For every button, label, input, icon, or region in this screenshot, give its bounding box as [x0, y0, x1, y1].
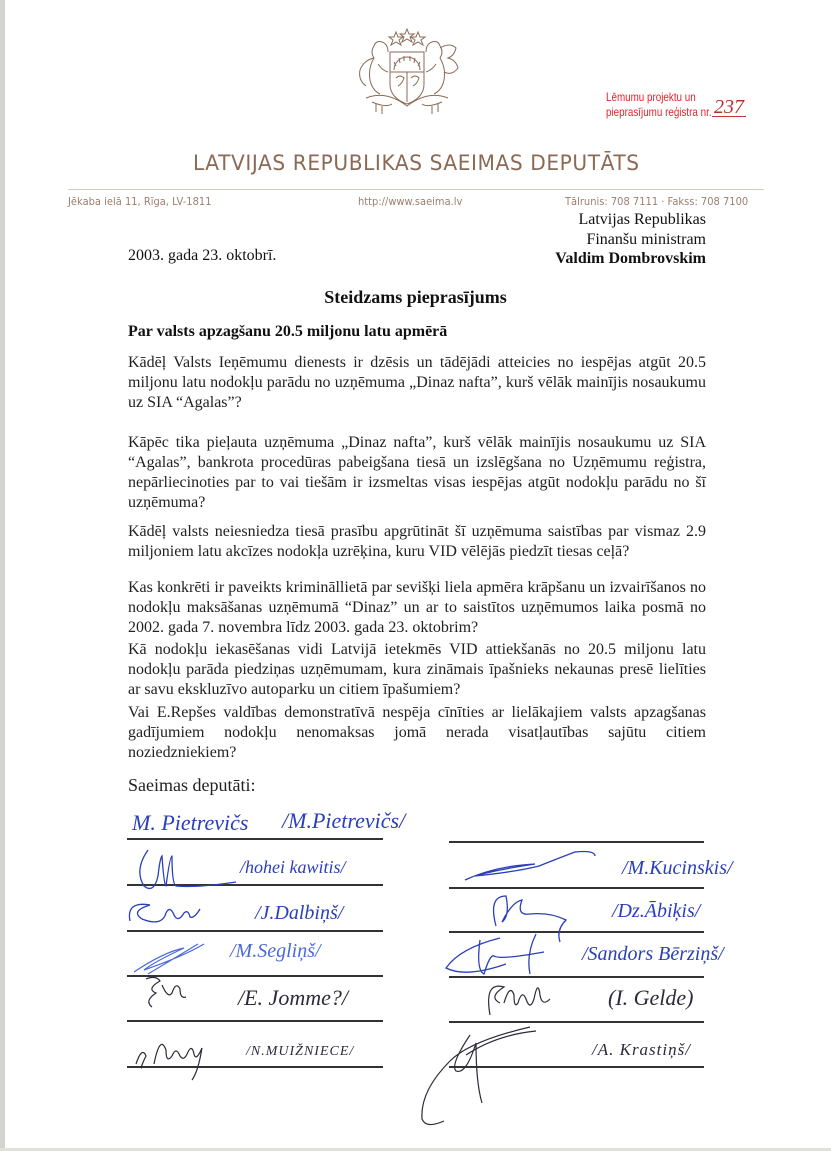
registry-stamp: [606, 90, 712, 120]
recipient-line2: Finanšu ministram: [586, 230, 706, 248]
printed-name: /M.Pietrevičs/: [282, 808, 406, 833]
printed-name: /E. Jomme?/: [238, 985, 348, 1010]
registry-number: 237: [714, 96, 744, 118]
signatories-label: Saeimas deputāti:: [128, 775, 256, 795]
coat-of-arms-icon: [352, 28, 462, 116]
signature-line: [127, 1020, 383, 1022]
scan-edge: [0, 0, 5, 1151]
question-paragraph: Kāpēc tika pieļauta uzņēmuma „Dinaz nafta”, kurš vēlāk mainījis nosaukumu uz SIA “Agalas”, bankrota procedūras pabeigšana tiesā un izslēgšana no Uzņēmumu reģistra, nepārliecinoties par to vai tiešām ir izsmeltas visas iespējas atgūt nodokļu parādu no šī uzņēmuma?: [128, 434, 706, 511]
letterhead-address: Jēkaba ielā 11, Rīga, LV-1811: [68, 195, 212, 208]
question-paragraph: Kā nodokļu iekasēšanas vidi Latvijā ietekmēs VID attiekšanās no 20.5 miljonu latu nodokļu parāda piedziņas uzņēmumam, kura zināmais īpašnieks nekaunas presē lielīties ar savu ekskluzīvo autoparku un citiem īpašumiem?: [128, 641, 706, 698]
handwritten-signature: [410, 1025, 580, 1145]
handwritten-signature: [455, 850, 605, 884]
printed-name: /hohei kawitis/: [240, 857, 346, 877]
handwritten-signature: [128, 1030, 248, 1080]
question-paragraph: Kas konkrēti ir paveikts krimināllietā par sevišķi liela apmēra krāpšanu un izvairīšanos no nodokļu maksāšanas uzņēmumā “Dinaz” un ar to saistītos uzņēmumos laika posmā no 2002. gada 7. novembra līdz 2003. gada 23. oktobrim?: [128, 579, 706, 636]
handwritten-signature: [440, 930, 570, 980]
printed-name: /M.Segliņš/: [230, 940, 321, 962]
signature-line: [449, 887, 704, 889]
letterhead-website: http://www.saeima.lv: [358, 195, 463, 208]
letterhead-divider: [68, 189, 764, 190]
recipient-line1: Latvijas Republikas: [578, 211, 706, 228]
printed-name: /A. Krastiņš/: [592, 1040, 691, 1059]
printed-name: (I. Gelde): [608, 985, 694, 1010]
question-paragraph: Vai E.Repšes valdības demonstratīvā nespēja cīnīties ar lielākajiem valsts apzagšanas gadījumiem nodokļu nenomaksas jomā nerada visatļautības sajūtu citiem noziedzniekiem?: [128, 704, 706, 761]
recipient-name: Valdim Dombrovskim: [555, 250, 706, 267]
letterhead-title: LATVIJAS REPUBLIKAS SAEIMAS DEPUTĀTS: [193, 151, 640, 175]
question-paragraph: Kādēļ valsts neiesniedza tiesā prasību apgrūtināt šī uzņēmuma saistības par vismaz 2.9 miljoniem latu akcīzes nodokļa uzrēķina, kuru VID vēlējās piedzīt tiesas ceļā?: [128, 523, 706, 560]
letterhead-phone-fax: Tālrunis: 708 7111 · Fakss: 708 7100: [565, 195, 749, 208]
document-title: Steidzams pieprasījums: [324, 287, 507, 307]
document-subject: Par valsts apzagšanu 20.5 miljonu latu apmērā: [128, 323, 448, 340]
letter-date: 2003. gada 23. oktobrī.: [128, 247, 277, 264]
printed-name: /N.MUIŽNIECE/: [246, 1044, 355, 1059]
handwritten-signature: [120, 895, 230, 935]
signature-line: [449, 841, 704, 843]
signature-pietrevics: M. Pietrevičs: [132, 810, 249, 835]
printed-name: /J.Dalbiņš/: [255, 902, 344, 924]
printed-name: /M.Kucinskis/: [622, 857, 733, 879]
question-paragraph: Kādēļ Valsts Ieņēmumu dienests ir dzēsis un tādējādi atteicies no iespējas atgūt 20.5 miljonu latu nodokļu parādu no uzņēmuma „Dinaz nafta”, kurš vēlāk mainījis nosaukumu uz SIA “Agalas”?: [128, 354, 706, 411]
printed-name: /Dz.Ābiķis/: [612, 900, 701, 922]
handwritten-signature: [138, 975, 198, 1020]
handwritten-signature: [128, 840, 238, 900]
registry-stamp-line1: Lēmumu projektu un: [606, 90, 696, 104]
printed-name: /Sandors Bērziņš/: [582, 943, 724, 965]
recipient-block: [555, 210, 706, 269]
registry-stamp-line2: pieprasījumu reģistra nr.: [606, 105, 712, 119]
handwritten-signature: [470, 975, 570, 1023]
